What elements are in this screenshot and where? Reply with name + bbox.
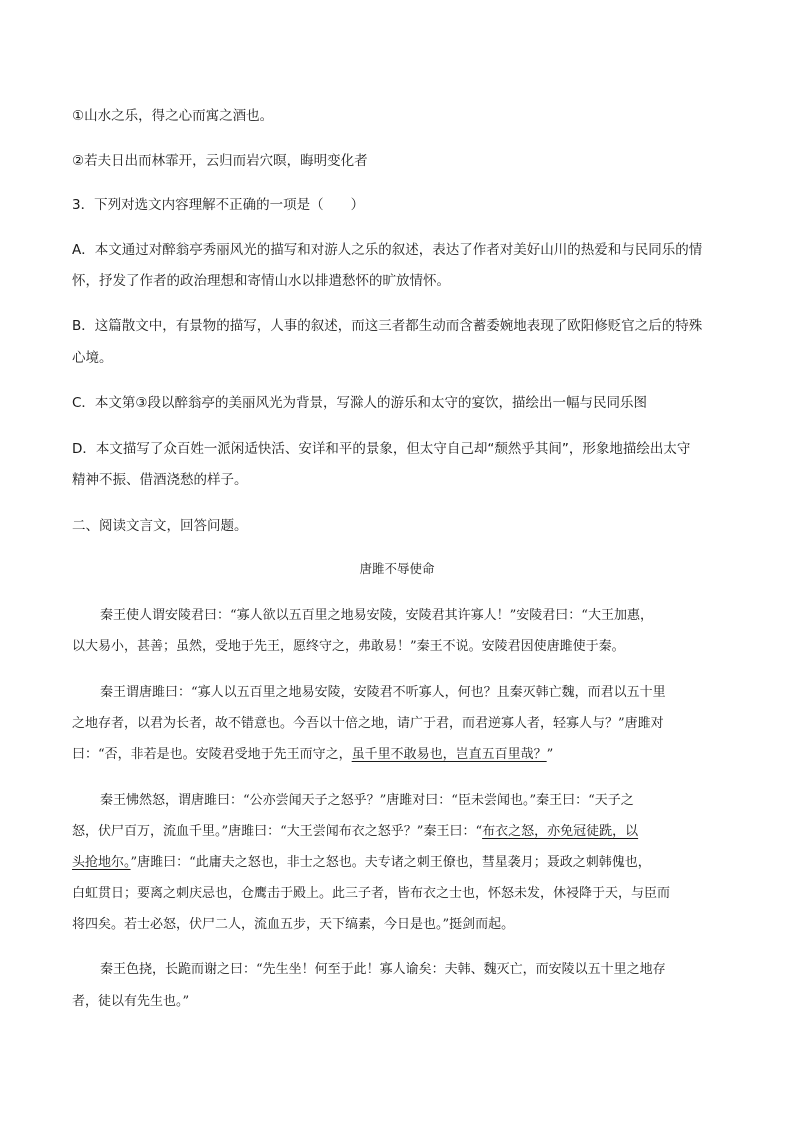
underlined-sentence-2-part-1: 布衣之怒，亦免冠徒跣，以 (482, 824, 639, 839)
paragraph-2-line-3-text: 曰：“否，非若是也。安陵君受地于先王而守之， (72, 747, 352, 762)
top-item-1: ①山水之乐，得之心而寓之酒也。 (72, 108, 274, 124)
underlined-sentence-1: 虽千里不敢易也，岂直五百里哉？ (351, 747, 547, 762)
paragraph-1-line-1: 秦王使人谓安陵君曰：“寡人欲以五百里之地易安陵，安陵君其许寡人！”安陵君曰：“大王加惠， (100, 608, 653, 623)
paragraph-3-line-3 (72, 851, 750, 870)
paragraph-3-line-3-text: ”唐雎曰：“此庸夫之怒也，非士之怒也。夫专诸之刺王僚也，彗星袭月；聂政之刺韩傀也， (130, 855, 651, 870)
paragraph-3-line-5: 将四矣。若士必怒，伏尸二人，流血五步，天下缟素，今日是也。”挺剑而起。 (72, 917, 515, 932)
passage-title: 唐雎不辱使命 (359, 561, 435, 576)
closing-quote: ” (546, 747, 554, 762)
paragraph-3-line-1: 秦王怫然怒，谓唐雎曰：“公亦尝闻天子之怒乎？”唐雎对曰：“臣未尝闻也。”秦王曰：“天子之 (100, 793, 634, 808)
paragraph-3-line-2 (72, 820, 750, 839)
underlined-sentence-2-part-2: 头抢地尔。 (72, 855, 131, 870)
option-b-line-2: 心境。 (72, 350, 113, 366)
paragraph-2-line-1: 秦王谓唐雎曰：“寡人以五百里之地易安陵，安陵君不听寡人，何也？且秦灭韩亡魏，而君以五十里 (100, 685, 666, 700)
paragraph-3-line-2-text: 怒，伏尸百万，流血千里。”唐雎曰：“大王尝闻布衣之怒乎？”秦王曰：“ (72, 824, 483, 839)
option-a-line-1: A．本文通过对醉翁亭秀丽风光的描写和对游人之乐的叙述，表达了作者对美好山川的热爱和与民同乐的情 (72, 242, 703, 258)
option-d-line-1: D．本文描写了众百姓一派闲适快活、安详和平的景象，但太守自己却“颓然乎其间”，形象地描绘出太守 (72, 441, 691, 457)
top-item-2: ②若夫日出而林霏开，云归而岩穴暝，晦明变化者 (72, 153, 368, 169)
paragraph-2-line-3 (72, 743, 750, 762)
question-3-stem: 3．下列对选文内容理解不正确的一项是（ ） (72, 197, 365, 213)
option-a-line-2: 怀，抒发了作者的政治理想和寄情山水以排遣愁怀的旷放情怀。 (72, 273, 450, 289)
paragraph-2-line-2: 之地存者，以君为长者，故不错意也。今吾以十倍之地，请广于君，而君逆寡人者，轻寡人与？”唐雎对 (72, 716, 664, 731)
option-c: C．本文第③段以醉翁亭的美丽风光为背景，写滁人的游乐和太守的宴饮，描绘出一幅与民同乐图 (72, 395, 648, 411)
paragraph-3-line-4: 白虹贯日；要离之刺庆忌也，仓鹰击于殿上。此三子者，皆布衣之士也，怀怒未发，休祲降于天，与臣而 (72, 886, 671, 901)
paragraph-4-line-2: 者，徒以有先生也。” (72, 994, 190, 1009)
paragraph-1-line-2: 以大易小，甚善；虽然，受地于先王，愿终守之，弗敢易！”秦王不说。安陵君因使唐雎使于秦。 (72, 639, 625, 654)
option-b-line-1: B．这篇散文中，有景物的描写，人事的叙述，而这三者都生动而含蓄委婉地表现了欧阳修贬官之后的特殊 (72, 318, 703, 334)
paragraph-4-line-1: 秦王色挠，长跪而谢之曰：“先生坐！何至于此！寡人谕矣：夫韩、魏灭亡，而安陵以五十里之地存 (100, 962, 666, 977)
option-d-line-2: 精神不振、借酒浇愁的样子。 (72, 472, 248, 488)
section-2-heading: 二、阅读文言文，回答问题。 (72, 518, 248, 534)
